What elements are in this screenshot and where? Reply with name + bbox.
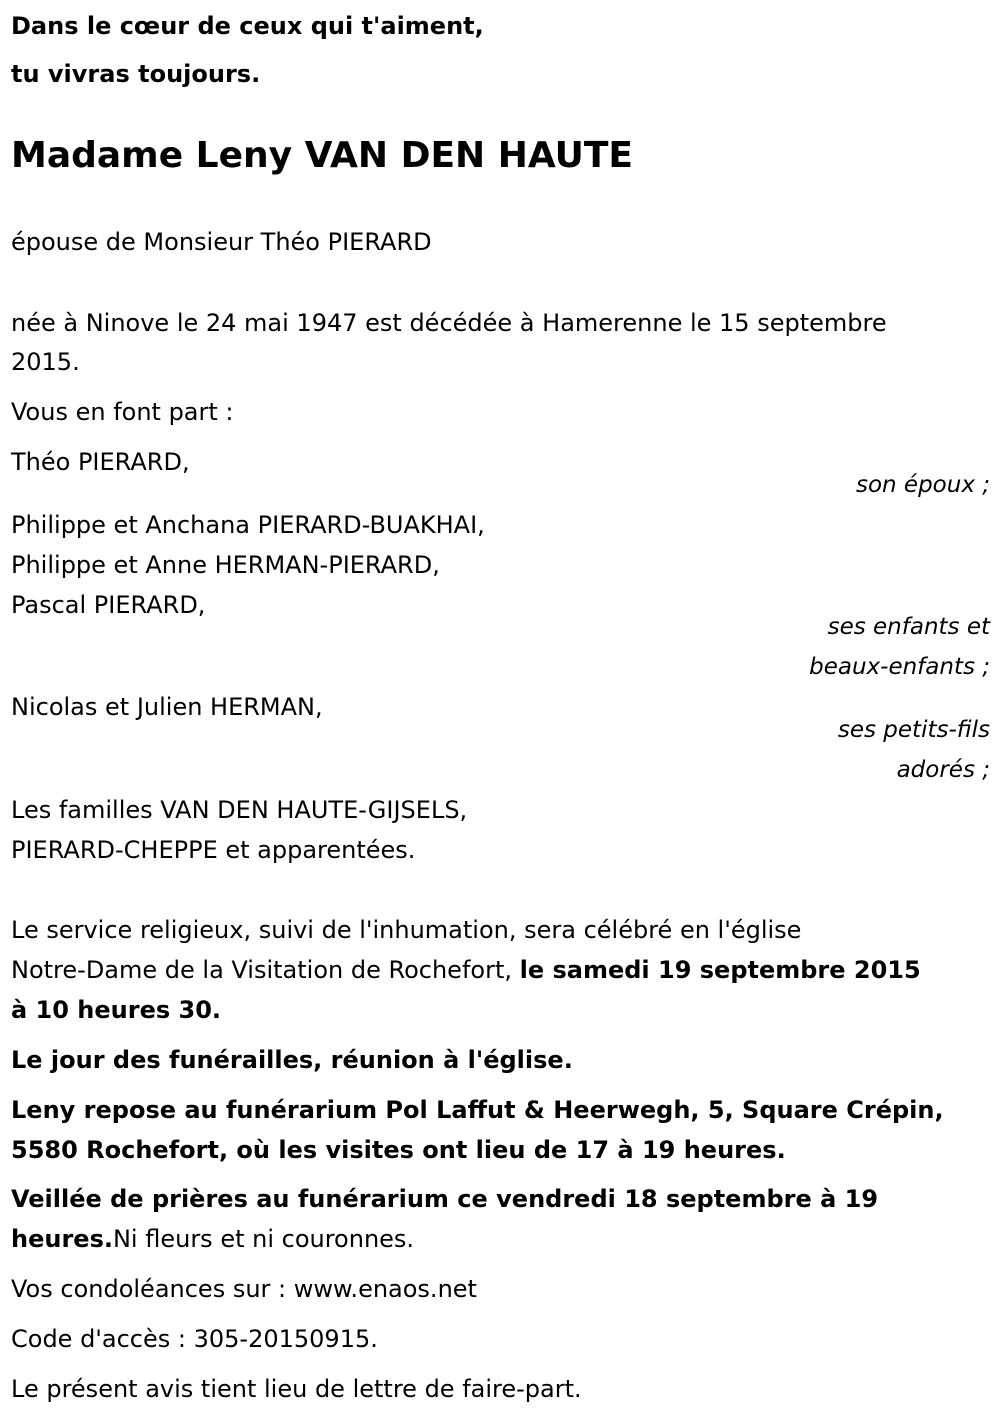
birth-death-line-2: 2015.	[11, 348, 80, 376]
announcer-name: Philippe et Anchana PIERARD-BUAKHAI,	[11, 511, 485, 539]
vigil-line-1: Veillée de prières au funérarium ce vendredi 18 septembre à 19	[11, 1185, 879, 1213]
relation-label: son époux ;	[855, 472, 990, 498]
service-line-2	[11, 954, 921, 986]
announcer-name: PIERARD-CHEPPE et apparentées.	[11, 836, 416, 864]
service-date: le samedi 19 septembre 2015	[519, 956, 921, 984]
no-flowers-note: Ni fleurs et ni couronnes.	[112, 1225, 415, 1253]
service-location: Notre-Dame de la Visitation de Rochefort,	[11, 956, 520, 984]
funeral-meeting: Le jour des funérailles, réunion à l'église.	[11, 1046, 573, 1074]
announcer-name: Nicolas et Julien HERMAN,	[11, 693, 323, 721]
epigraph-line-1: Dans le cœur de ceux qui t'aiment,	[11, 12, 484, 40]
closing-line: Le présent avis tient lieu de lettre de faire-part.	[11, 1375, 582, 1403]
announcers-intro: Vous en font part :	[11, 398, 234, 426]
deceased-name: Madame Leny VAN DEN HAUTE	[11, 135, 633, 176]
vigil-hours: heures.	[11, 1225, 113, 1253]
announcer-name: Pascal PIERARD,	[11, 591, 206, 619]
epigraph-line-2: tu vivras toujours.	[11, 60, 261, 88]
relation-label: ses enfants et	[827, 614, 990, 640]
rest-line-2: 5580 Rochefort, où les visites ont lieu de 17 à 19 heures.	[11, 1136, 786, 1164]
relation-label: adorés ;	[896, 757, 990, 783]
service-line-1: Le service religieux, suivi de l'inhumation, sera célébré en l'église	[11, 916, 802, 944]
relation-label: ses petits-fils	[837, 717, 990, 743]
birth-death-line-1: née à Ninove le 24 mai 1947 est décédée à Hamerenne le 15 septembre	[11, 309, 887, 337]
vigil-line-2	[11, 1223, 414, 1255]
access-code: Code d'accès : 305-20150915.	[11, 1325, 378, 1353]
rest-line-1: Leny repose au funérarium Pol Laffut & Heerwegh, 5, Square Crépin,	[11, 1096, 944, 1124]
relation-label: beaux-enfants ;	[809, 654, 990, 680]
service-time: à 10 heures 30.	[11, 996, 222, 1024]
spouse-line: épouse de Monsieur Théo PIERARD	[11, 228, 432, 256]
announcer-name: Les familles VAN DEN HAUTE-GIJSELS,	[11, 796, 468, 824]
announcer-name: Théo PIERARD,	[11, 448, 190, 476]
announcer-name: Philippe et Anne HERMAN-PIERARD,	[11, 551, 440, 579]
condolences-line: Vos condoléances sur : www.enaos.net	[11, 1275, 477, 1303]
